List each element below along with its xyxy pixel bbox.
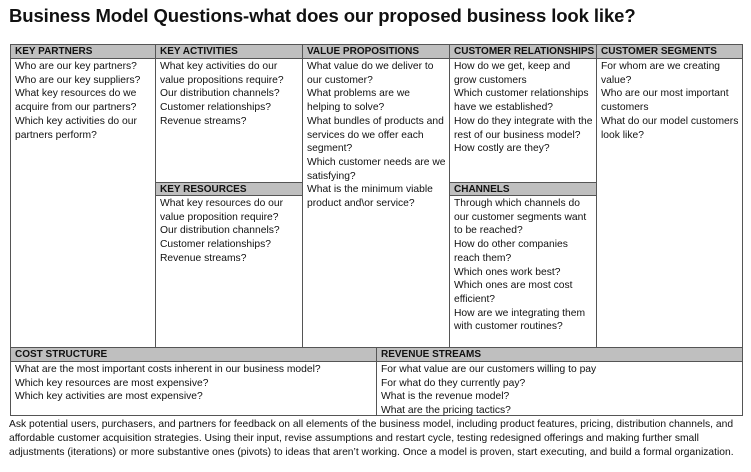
customer-segments-box bbox=[596, 44, 743, 348]
list-item: Customer relationships? bbox=[160, 239, 272, 251]
list-item: Which ones work best? bbox=[454, 266, 561, 278]
list-item: Which ones are most cost efficient? bbox=[454, 280, 573, 305]
list-item: What key resources do our value proposition require? bbox=[160, 198, 284, 223]
list-item: Who are our key suppliers? bbox=[15, 74, 141, 86]
key-activities-list bbox=[156, 59, 302, 129]
list-item: Our distribution channels? bbox=[160, 225, 280, 237]
list-item: Which key activities do our partners perform? bbox=[15, 115, 137, 141]
cost-structure-list bbox=[11, 362, 376, 404]
value-propositions-header: VALUE PROPOSITIONS bbox=[303, 45, 449, 59]
customer-segments-header: CUSTOMER SEGMENTS bbox=[597, 45, 742, 59]
list-item: Customer relationships? bbox=[160, 102, 272, 114]
list-item: What are the pricing tactics? bbox=[381, 405, 511, 416]
key-partners-box bbox=[10, 44, 156, 348]
value-propositions-list bbox=[303, 59, 449, 211]
customer-relationships-header: CUSTOMER RELATIONSHIPS bbox=[450, 45, 596, 59]
customer-segments-list bbox=[597, 59, 742, 142]
customer-relationships-list bbox=[450, 59, 596, 156]
list-item: Who are our most important customers bbox=[601, 88, 729, 114]
footer-note: Ask potential users, purchasers, and partners for feedback on all elements of the business model, including product features, pricing, distribution channels, and affordable customer acquisition strategies. Using their input, revise assumptions and restart cycle, testing redesigned offerings and making further small adjustments (iterations) or more substantive ones (pivots) to ideas that aren’t working. Once a model is proven, start executing, and build a formal organization. bbox=[9, 419, 734, 459]
list-item: What key activities do our value propositions require? bbox=[160, 61, 284, 86]
list-item: What value do we deliver to our customer? bbox=[307, 61, 434, 86]
channels-list bbox=[450, 196, 596, 334]
list-item: What bundles of products and services do we offer each segment? bbox=[307, 115, 444, 155]
page-title: Business Model Questions-what does our proposed business look like? bbox=[9, 5, 636, 26]
list-item: Through which channels do our customer segments want to be reached? bbox=[454, 198, 587, 237]
key-partners-header: KEY PARTNERS bbox=[11, 45, 155, 59]
value-propositions-box bbox=[302, 44, 450, 348]
list-item: Which key resources are most expensive? bbox=[15, 377, 209, 389]
revenue-streams-header: REVENUE STREAMS bbox=[377, 348, 742, 362]
list-item: Which customer relationships have we established? bbox=[454, 88, 589, 114]
revenue-streams-list bbox=[377, 362, 742, 416]
list-item: Which customer needs are we satisfying? bbox=[307, 156, 446, 182]
channels-header: CHANNELS bbox=[450, 182, 596, 196]
list-item: For what do they currently pay? bbox=[381, 377, 526, 389]
list-item: Revenue streams? bbox=[160, 252, 247, 264]
list-item: What problems are we helping to solve? bbox=[307, 88, 411, 114]
key-activities-box bbox=[155, 44, 303, 348]
list-item: What is the revenue model? bbox=[381, 391, 510, 403]
list-item: What do our model customers look like? bbox=[601, 115, 739, 141]
key-partners-list bbox=[11, 59, 155, 142]
list-item: What are the most important costs inherent in our business model? bbox=[15, 364, 321, 375]
key-resources-header: KEY RESOURCES bbox=[156, 182, 302, 196]
list-item: Our distribution channels? bbox=[160, 88, 280, 100]
cost-structure-header: COST STRUCTURE bbox=[11, 348, 376, 362]
list-item: What key resources do we acquire from our partners? bbox=[15, 88, 137, 114]
list-item: For whom are we creating value? bbox=[601, 61, 721, 86]
cost-structure-box bbox=[10, 347, 377, 416]
list-item: What is the minimum viable product and\or service? bbox=[307, 184, 433, 210]
list-item: Who are our key partners? bbox=[15, 61, 137, 72]
key-activities-header: KEY ACTIVITIES bbox=[156, 45, 302, 59]
list-item: How costly are they? bbox=[454, 143, 550, 155]
list-item: How are we integrating them with customer routines? bbox=[454, 307, 586, 333]
list-item: Which key activities are most expensive? bbox=[15, 391, 203, 403]
list-item: For what value are our customers willing to pay bbox=[381, 364, 597, 375]
list-item: Revenue streams? bbox=[160, 115, 247, 127]
revenue-streams-box bbox=[376, 347, 743, 416]
list-item: How do we get, keep and grow customers bbox=[454, 61, 571, 86]
list-item: How do they integrate with the rest of our business model? bbox=[454, 115, 593, 141]
key-resources-list bbox=[156, 196, 302, 266]
customer-relationships-box bbox=[449, 44, 597, 348]
list-item: How do other companies reach them? bbox=[454, 239, 568, 264]
